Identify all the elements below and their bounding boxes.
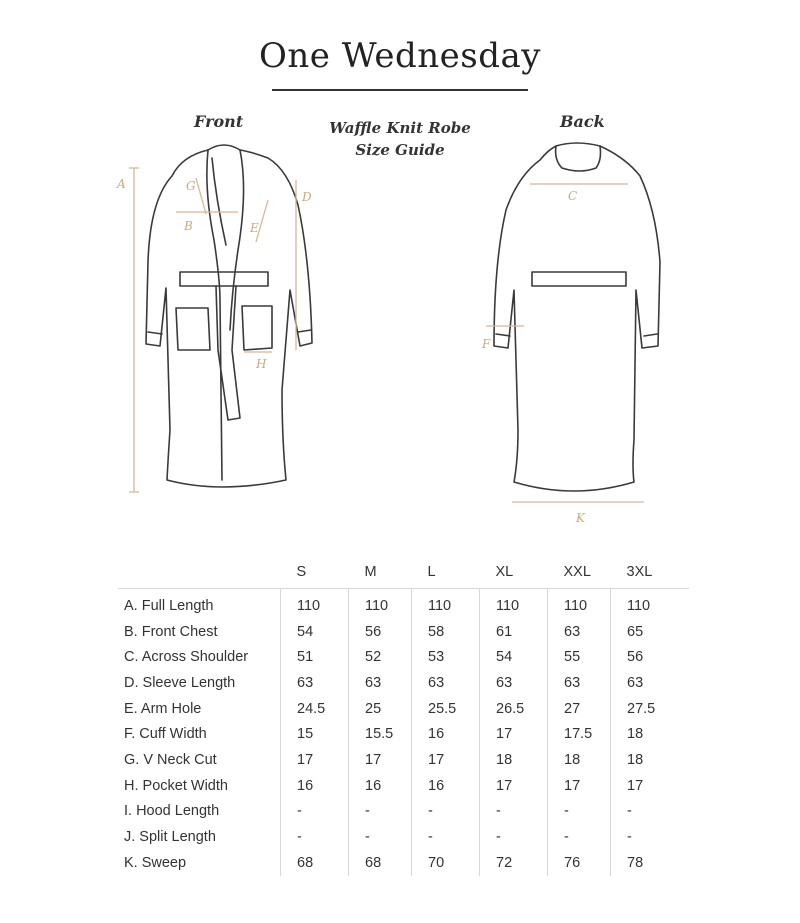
table-row [118, 589, 689, 619]
table-row [118, 644, 689, 670]
measurement-value: - [611, 799, 689, 825]
measurement-value: 61 [480, 619, 548, 645]
front-pocket-right [242, 306, 272, 350]
measurement-label: C. Across Shoulder [124, 649, 249, 666]
marker-h: H [256, 357, 267, 371]
table-row [118, 721, 689, 747]
measure-line-g [196, 178, 206, 214]
back-view-label: Back [560, 112, 605, 131]
measurement-label: F. Cuff Width [124, 726, 207, 743]
measurement-value: 15.5 [349, 721, 412, 747]
measurement-label: G. V Neck Cut [124, 751, 217, 768]
measurement-value: 68 [281, 850, 349, 876]
measurement-label: H. Pocket Width [124, 777, 228, 794]
measurement-value: - [281, 799, 349, 825]
size-table [118, 556, 689, 876]
measurement-value: 51 [281, 644, 349, 670]
measurement-value: 54 [281, 619, 349, 645]
marker-e: E [250, 221, 259, 235]
measurement-label: E. Arm Hole [124, 700, 202, 717]
measurement-value: 110 [548, 589, 611, 619]
size-guide-title-line2: Size Guide [355, 141, 445, 159]
measurement-value: - [412, 799, 480, 825]
measurement-value: 63 [611, 670, 689, 696]
measurement-lines [129, 168, 644, 502]
measurement-label: K. Sweep [124, 854, 187, 871]
measurement-value: 110 [349, 589, 412, 619]
measurement-value: 16 [412, 721, 480, 747]
measurement-value: 58 [412, 619, 480, 645]
back-collar [556, 146, 601, 171]
front-belt [180, 272, 268, 286]
marker-d: D [302, 190, 312, 204]
measurement-label: D. Sleeve Length [124, 674, 236, 691]
measurement-value: 16 [349, 773, 412, 799]
measurement-value: 17 [548, 773, 611, 799]
measurement-value: 17.5 [548, 721, 611, 747]
measurement-value: - [281, 824, 349, 850]
table-row [118, 747, 689, 773]
front-robe-outline [146, 145, 312, 487]
measurement-value: 63 [349, 670, 412, 696]
measurement-value: - [412, 824, 480, 850]
table-row [118, 824, 689, 850]
measurement-value: - [548, 824, 611, 850]
measurement-value: 25 [349, 696, 412, 722]
size-guide-title-line1: Waffle Knit Robe [329, 119, 471, 137]
measurement-label: B. Front Chest [124, 623, 218, 640]
measurement-value: 15 [281, 721, 349, 747]
measurement-value: 65 [611, 619, 689, 645]
measurement-value: 63 [281, 670, 349, 696]
size-header-xl: XL [480, 556, 548, 589]
measurement-value: 16 [412, 773, 480, 799]
measurement-value: - [349, 824, 412, 850]
front-pocket-left [176, 308, 210, 350]
measurement-value: 52 [349, 644, 412, 670]
marker-f: F [482, 337, 491, 351]
measurement-value: 63 [412, 670, 480, 696]
size-header-blank [118, 556, 281, 589]
measurement-value: 72 [480, 850, 548, 876]
measurement-value: 17 [281, 747, 349, 773]
measurement-value: 54 [480, 644, 548, 670]
measurement-value: 110 [412, 589, 480, 619]
measurement-label: I. Hood Length [124, 803, 220, 820]
measurement-value: 27 [548, 696, 611, 722]
measurement-value: 24.5 [281, 696, 349, 722]
measurement-value: 25.5 [412, 696, 480, 722]
measurement-value: 18 [611, 747, 689, 773]
measurement-value: 17 [480, 721, 548, 747]
measurement-value: - [480, 799, 548, 825]
size-header-l: L [412, 556, 480, 589]
measurement-value: 63 [480, 670, 548, 696]
measurement-value: 78 [611, 850, 689, 876]
measurement-value: 17 [412, 747, 480, 773]
size-header-m: M [349, 556, 412, 589]
front-lapel-right [230, 150, 244, 330]
measurement-value: 110 [281, 589, 349, 619]
table-row [118, 850, 689, 876]
measurement-value: 18 [611, 721, 689, 747]
measurement-value: 17 [349, 747, 412, 773]
measurement-value: 63 [548, 670, 611, 696]
measurement-value: 110 [480, 589, 548, 619]
measurement-value: 55 [548, 644, 611, 670]
measurement-value: 70 [412, 850, 480, 876]
back-belt [532, 272, 626, 286]
front-collar-top [208, 145, 240, 150]
front-body-outline [146, 150, 312, 487]
measurement-value: 26.5 [480, 696, 548, 722]
measurement-value: 76 [548, 850, 611, 876]
back-cuff-right [644, 334, 657, 336]
table-row [118, 619, 689, 645]
front-cuff-left [148, 332, 162, 334]
measurement-value: 56 [611, 644, 689, 670]
marker-g: G [186, 179, 196, 193]
measurement-value: 27.5 [611, 696, 689, 722]
measurement-value: 56 [349, 619, 412, 645]
table-row [118, 773, 689, 799]
measurement-label: A. Full Length [124, 597, 214, 614]
measurement-value: 18 [480, 747, 548, 773]
front-collar-inner [212, 158, 226, 245]
back-cuff-left [496, 334, 510, 336]
size-table-body [118, 589, 689, 876]
marker-k: K [576, 511, 585, 525]
measurement-value: 17 [480, 773, 548, 799]
measurement-value: - [349, 799, 412, 825]
front-view-label: Front [194, 112, 244, 131]
table-row [118, 799, 689, 825]
size-header-3xl: 3XL [611, 556, 689, 589]
front-cuff-right [298, 330, 311, 332]
measurement-value: 16 [281, 773, 349, 799]
measurement-value: - [611, 824, 689, 850]
measurement-value: - [480, 824, 548, 850]
size-header-s: S [281, 556, 349, 589]
measurement-value: 63 [548, 619, 611, 645]
table-row [118, 696, 689, 722]
size-header-xxl: XXL [548, 556, 611, 589]
measurement-value: - [548, 799, 611, 825]
measurement-label: J. Split Length [124, 829, 216, 846]
measurement-value: 68 [349, 850, 412, 876]
measurement-value: 18 [548, 747, 611, 773]
marker-b: B [184, 219, 193, 233]
brand-title: One Wednesday [259, 36, 541, 76]
measurement-value: 17 [611, 773, 689, 799]
measurement-value: 53 [412, 644, 480, 670]
marker-a: A [117, 177, 126, 191]
size-header-row [118, 556, 689, 589]
marker-c: C [568, 189, 578, 203]
table-row [118, 670, 689, 696]
measurement-value: 110 [611, 589, 689, 619]
